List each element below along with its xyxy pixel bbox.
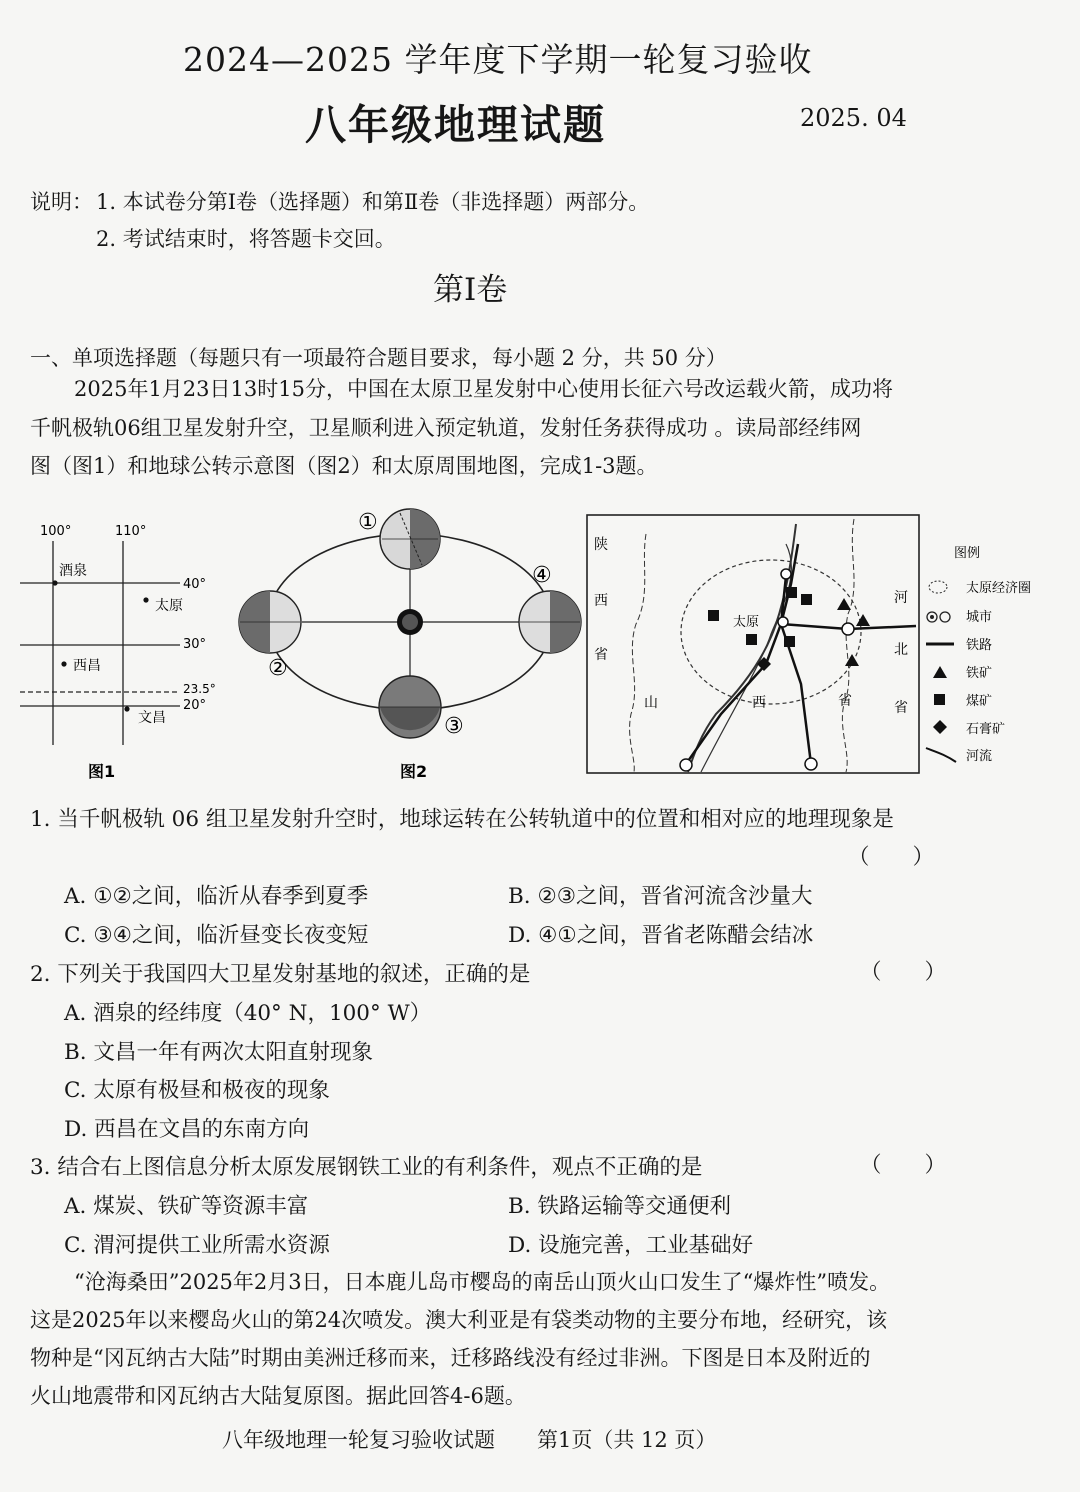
question-1-answer-bracket[interactable]: （ ） xyxy=(848,845,935,870)
passage-2-line-1: “沧海桑田”2025年2月3日，日本鹿儿岛市樱岛的南岳山顶火山口发生了“爆炸性”喷发。 xyxy=(74,1270,891,1294)
city-wenchang: 文昌 xyxy=(138,710,166,726)
figure-1-grid xyxy=(20,515,235,785)
question-3-answer-bracket[interactable]: （ ） xyxy=(860,1153,947,1178)
question-1-option-a[interactable]: A. ①②之间，临沂从春季到夏季 xyxy=(64,884,369,909)
figure-2-orbit xyxy=(232,495,592,785)
passage-2-line-4: 火山地震带和冈瓦纳古大陆复原图。据此回答4-6题。 xyxy=(30,1384,526,1408)
earth-position-2-icon xyxy=(239,591,301,653)
intro-line-1: 2025年1月23日13时15分，中国在太原卫星发射中心使用长征六号改运载火箭，成功将 xyxy=(74,377,893,401)
question-2-option-d[interactable]: D. 西昌在文昌的东南方向 xyxy=(64,1117,310,1142)
map-province-char: 河 xyxy=(894,590,908,606)
question-3-option-c[interactable]: C. 渭河提供工业所需水资源 xyxy=(64,1233,330,1258)
map-province-char: 山 xyxy=(644,695,658,711)
note-2: 2. 考试结束时，将答题卡交回。 xyxy=(96,227,396,251)
map-province-char: 北 xyxy=(894,642,908,658)
city-jiuquan: 酒泉 xyxy=(59,563,87,579)
earth-position-4-icon xyxy=(519,591,581,653)
intro-line-3: 图（图1）和地球公转示意图（图2）和太原周围地图，完成1-3题。 xyxy=(30,454,658,478)
question-1-option-c[interactable]: C. ③④之间，临沂昼变长夜变短 xyxy=(64,923,369,948)
legend-coal-mine: 煤矿 xyxy=(966,694,993,709)
exam-date: 2025. 04 xyxy=(800,104,907,132)
map-legend xyxy=(924,540,1074,770)
notes-label: 说明： xyxy=(30,190,93,214)
section-heading: 一、单项选择题（每题只有一项最符合题目要求，每小题 2 分，共 50 分） xyxy=(30,346,727,370)
position-2-label: ② xyxy=(268,656,288,681)
question-1-stem: 1. 当千帆极轨 06 组卫星发射升空时，地球运转在公转轨道中的位置和相对应的地理现象是 xyxy=(30,807,894,832)
taiyuan-map xyxy=(586,514,920,774)
question-2-option-b[interactable]: B. 文昌一年有两次太阳直射现象 xyxy=(64,1040,373,1065)
question-1-option-b[interactable]: B. ②③之间，晋省河流含沙量大 xyxy=(508,884,813,909)
passage-2-line-2: 这是2025年以来樱岛火山的第24次喷发。澳大利亚是有袋类动物的主要分布地，经研究，该 xyxy=(30,1308,888,1332)
map-province-char: 省 xyxy=(838,693,852,709)
question-3-option-d[interactable]: D. 设施完善，工业基础好 xyxy=(508,1233,754,1258)
passage-2-line-3: 物种是“冈瓦纳古大陆”时期由美洲迁移而来，迁移路线没有经过非洲。下图是日本及附近的 xyxy=(30,1346,871,1370)
map-province-char: 陕 xyxy=(594,537,608,553)
map-province-char: 西 xyxy=(752,695,766,711)
legend-river: 河流 xyxy=(966,749,993,764)
legend-title: 图例 xyxy=(954,546,981,561)
lon-100-label: 100° xyxy=(40,524,72,539)
question-2-option-a[interactable]: A. 酒泉的经纬度（40° N，100° W） xyxy=(64,1001,432,1026)
map-city-taiyuan: 太原 xyxy=(733,615,760,630)
position-3-label: ③ xyxy=(444,714,464,739)
sun-icon xyxy=(397,609,423,635)
legend-iron-mine: 铁矿 xyxy=(966,666,993,681)
page-footer: 八年级地理一轮复习验收试题 第1页（共 12 页） xyxy=(222,1428,717,1452)
question-3-option-a[interactable]: A. 煤炭、铁矿等资源丰富 xyxy=(64,1194,309,1219)
intro-line-2: 千帆极轨06组卫星发射升空，卫星顺利进入预定轨道，发射任务获得成功 。读局部经纬网 xyxy=(30,416,862,440)
exam-title: 八年级地理试题 xyxy=(305,101,606,149)
map-province-char: 西 xyxy=(594,593,608,609)
position-4-label: ④ xyxy=(532,563,552,588)
question-2-answer-bracket[interactable]: （ ） xyxy=(860,960,947,985)
lat-23-5-label: 23.5° xyxy=(183,682,216,696)
earth-position-3-icon xyxy=(379,676,441,738)
position-1-label: ① xyxy=(358,510,378,535)
legend-city: 城市 xyxy=(966,610,993,625)
exam-title-line1: 2024—2025 学年度下学期一轮复习验收 xyxy=(183,40,813,79)
volume-heading: 第Ⅰ卷 xyxy=(433,272,508,308)
question-3-stem: 3. 结合右上图信息分析太原发展钢铁工业的有利条件，观点不正确的是 xyxy=(30,1155,703,1180)
figure-2-caption: 图2 xyxy=(400,762,428,781)
legend-gypsum-mine: 石膏矿 xyxy=(966,722,1006,737)
lat-30-label: 30° xyxy=(183,637,207,652)
lat-20-label: 20° xyxy=(183,698,207,713)
question-1-option-d[interactable]: D. ④①之间，晋省老陈醋会结冰 xyxy=(508,923,814,948)
map-province-char: 省 xyxy=(594,647,608,663)
legend-economic-circle: 太原经济圈 xyxy=(966,581,1032,596)
earth-position-1-icon xyxy=(380,509,440,569)
question-2-stem: 2. 下列关于我国四大卫星发射基地的叙述，正确的是 xyxy=(30,962,531,987)
city-xichang: 西昌 xyxy=(73,658,101,674)
note-1: 1. 本试卷分第Ⅰ卷（选择题）和第Ⅱ卷（非选择题）两部分。 xyxy=(96,190,650,214)
lat-40-label: 40° xyxy=(183,577,207,592)
legend-railway: 铁路 xyxy=(966,638,993,653)
city-taiyuan: 太原 xyxy=(155,598,183,614)
figure-1-caption: 图1 xyxy=(88,762,116,781)
map-province-char: 省 xyxy=(894,700,908,716)
question-3-option-b[interactable]: B. 铁路运输等交通便利 xyxy=(508,1194,731,1219)
question-2-option-c[interactable]: C. 太原有极昼和极夜的现象 xyxy=(64,1078,330,1103)
lon-110-label: 110° xyxy=(115,524,147,539)
